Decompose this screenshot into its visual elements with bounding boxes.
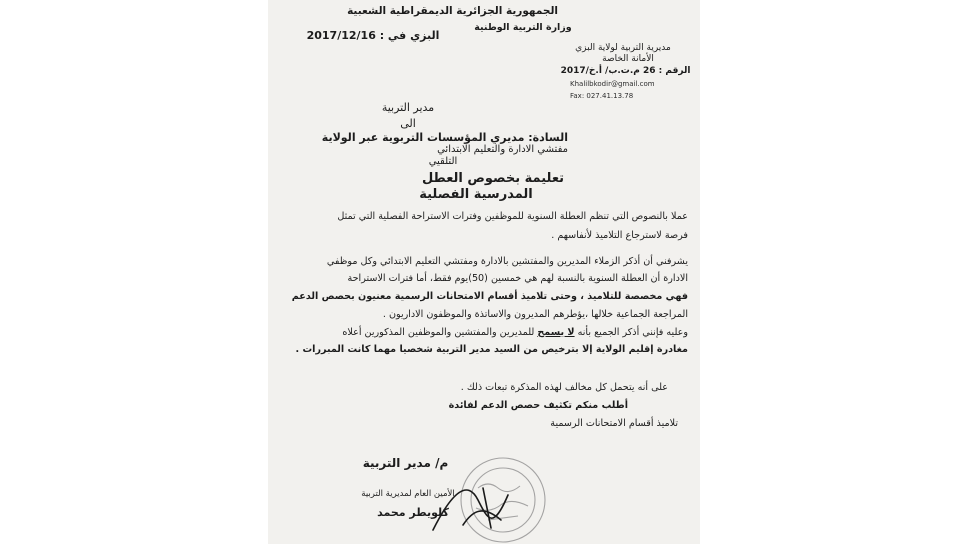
sender: مدير التربية	[381, 101, 435, 114]
body-paragraph-5: فهي مخصصة للتلاميذ ، وحتى تلاميذ أقسام الامتحانات الرسمية معنيون بحصص الدعم	[291, 291, 688, 302]
date-line: البزي في : 2017/12/16	[306, 29, 440, 42]
body-paragraph-6: المراجعة الجماعية خلالها ،يؤطرهم المديرون والاساتذة والموظفون الاداريون .	[382, 309, 688, 320]
official-letter	[268, 0, 700, 544]
recipient-line-2: مفتشي الادارة والتعليم الابتدائي	[437, 144, 568, 155]
reference-number: الرقم : 26 م.ت.ب/ أ.خ/2017	[560, 66, 691, 76]
p7-emphasis: لا يسمح	[537, 327, 575, 338]
signatory-role: الأمين العام لمديرية التربية	[361, 489, 455, 499]
p7-suffix: للمديرين والمفتشين والموظفين المذكورين أعلاه	[342, 327, 538, 338]
body-paragraph-4: الادارة أن العطلة السنوية بالنسبة لهم هي خمسين (50)يوم فقط، أما فترات الاستراحة	[347, 273, 688, 284]
body-paragraph-11: تلاميذ أقسام الامتحانات الرسمية	[550, 418, 678, 429]
recipient-line-3: التلقيي	[428, 156, 458, 167]
signatory-title: م/ مدير التربية	[362, 456, 449, 470]
to-label: الى	[400, 117, 416, 130]
document-title-line-2: المدرسية الفصلية	[419, 187, 533, 202]
secretariat-label: الأمانة الخاصة	[602, 54, 654, 64]
body-paragraph-3: يشرفني أن أذكر الزملاء المديرين والمفتشين بالادارة ومفتشي التعليم الابتدائي وكل موظفي	[326, 256, 688, 267]
p7-prefix: وعليه فإنني أذكر الجميع بأنه	[574, 327, 688, 338]
body-paragraph-2: فرصة لاسترجاع التلاميذ لأنفاسهم .	[551, 230, 688, 241]
body-paragraph-1: عملا بالنصوص التي تنظم العطلة السنوية للموظفين وفترات الاستراحة الفصلية التي تمثل	[337, 211, 688, 222]
directorate-name: مديرية التربية لولاية البزي	[575, 43, 671, 53]
fax-number: Fax: 027.41.13.78	[570, 92, 634, 100]
body-paragraph-9: على أنه يتحمل كل مخالف لهذه المذكرة تبعات ذلك .	[460, 382, 668, 393]
body-paragraph-7	[292, 327, 688, 338]
handwritten-signature	[423, 470, 533, 540]
ministry-header: وزارة التربية الوطنية	[474, 22, 572, 33]
signatory-name: كلويطر محمد	[377, 506, 449, 519]
document-title-line-1: تعليمة بخصوص العطل	[421, 171, 565, 186]
body-paragraph-8: مغادرة إقليم الولاية إلا بترخيص من السيد مدير التربية شخصيا مهما كانت المبررات .	[295, 344, 688, 355]
republic-header: الجمهورية الجزائرية الديمقراطية الشعبية	[347, 5, 558, 17]
body-paragraph-10: أطلب منكم تكثيف حصص الدعم لفائدة	[448, 400, 628, 411]
email-address: Khalilbkodir@gmail.com	[570, 80, 655, 88]
recipient-line-1: السادة: مديري المؤسسات التربوية عبر الولاية	[321, 131, 568, 144]
